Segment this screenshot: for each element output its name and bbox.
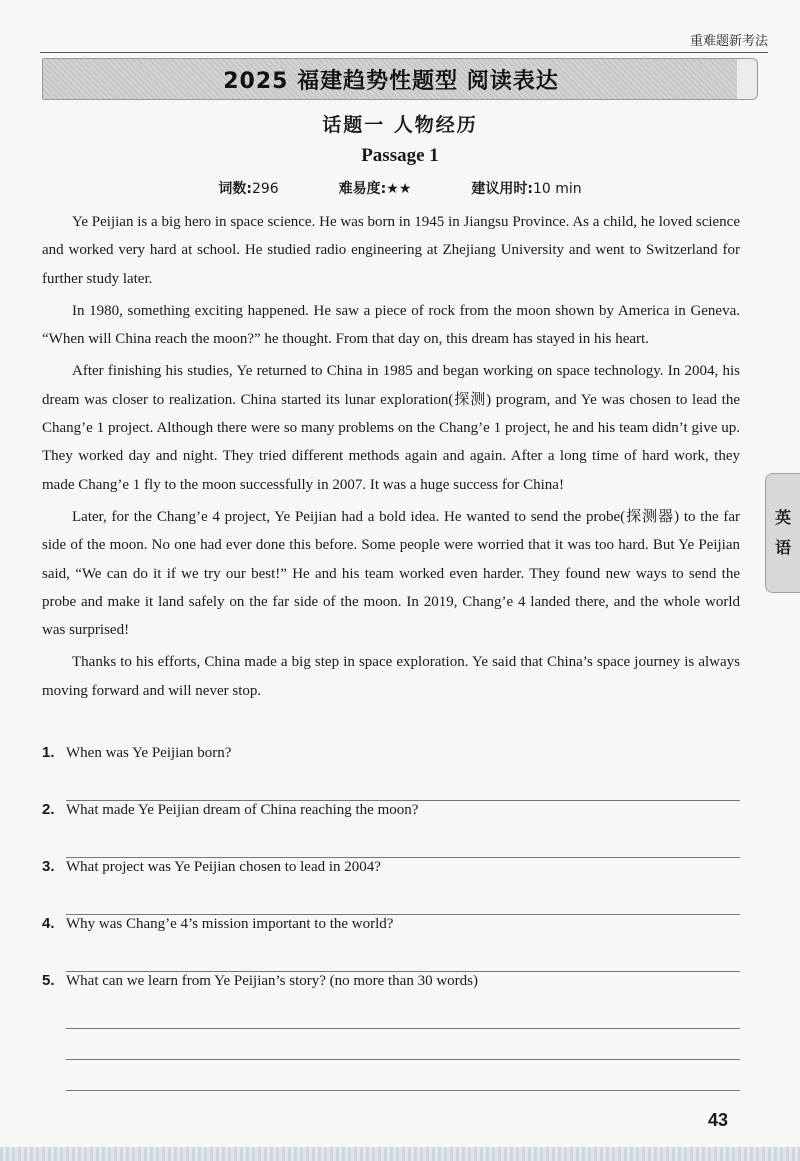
question-number: 1.: [42, 744, 55, 761]
answer-line[interactable]: [66, 1029, 740, 1060]
banner-tab: [737, 58, 758, 100]
difficulty: 难易度:★★: [338, 181, 412, 197]
bottom-band: [0, 1147, 800, 1161]
paragraph: Later, for the Chang’e 4 project, Ye Peijian had a bold idea. He wanted to send the probe(探测器) to the far side of the moon. No one had ever done this before. Some people were worried that it was too hard. But Ye Peijian said, “We can do it if we try our best!” He and his team worked even harder. They found new ways to send the probe and make it land safely on the far side of the moon. In 2019, Chang’e 4 landed there, and the whole world was surprised!: [42, 508, 740, 639]
question-text: What made Ye Peijian dream of China reaching the moon?: [66, 802, 419, 818]
suggested-time: 建议用时:10 min: [471, 181, 582, 197]
question-5: [42, 972, 740, 1091]
paragraph: Thanks to his efforts, China made a big step in space exploration. Ye said that China’s space journey is always moving forward and will never stop.: [42, 654, 740, 699]
header-rule: [40, 52, 768, 53]
question-3: [42, 858, 740, 915]
passage-title: Passage 1: [361, 145, 439, 166]
question-number: 4.: [42, 915, 55, 932]
question-1: [42, 744, 740, 801]
answer-line[interactable]: [66, 770, 740, 801]
answer-line[interactable]: [66, 827, 740, 858]
passage-body: [42, 208, 740, 709]
question-2: [42, 801, 740, 858]
answer-line[interactable]: [66, 941, 740, 972]
question-4: [42, 915, 740, 972]
side-tab-char: 英: [774, 508, 791, 527]
subject-side-tab: [765, 473, 800, 593]
answer-line[interactable]: [66, 884, 740, 915]
banner-title: 2025 福建趋势性题型 阅读表达: [223, 68, 559, 94]
paragraph: After finishing his studies, Ye returned to China in 1985 and began working on space technology. In 2004, his dream was closer to realization. China started its lunar exploration(探测) program, and Ye was chosen to lead the Chang’e 1 project. Although there were so many problems on the Chang’e 1 project, he and his team didn’t give up. They worked day and night. They tried different methods again and again. After a long time of hard work, they made Chang’e 1 fly to the moon successfully in 2007. It was a huge success for China!: [42, 363, 740, 493]
question-number: 3.: [42, 858, 55, 875]
question-text: What project was Ye Peijian chosen to lead in 2004?: [66, 859, 381, 875]
side-tab-char: 语: [774, 538, 791, 557]
header-label: 重难题新考法: [689, 34, 768, 49]
question-number: 5.: [42, 972, 55, 989]
topic-title: 话题一 人物经历: [322, 114, 478, 136]
paragraph: Ye Peijian is a big hero in space science. He was born in 1945 in Jiangsu Province. As a child, he loved science and worked very hard at school. He studied radio engineering at Zhejiang University and went to Switzerland for further study later.: [42, 214, 740, 287]
word-count: 词数:296: [218, 181, 279, 197]
question-text: When was Ye Peijian born?: [66, 745, 232, 761]
answer-line[interactable]: [66, 998, 740, 1029]
page-number: 43: [707, 1110, 728, 1130]
passage-meta: [0, 178, 800, 198]
paragraph: In 1980, something exciting happened. He saw a piece of rock from the moon shown by America in Geneva. “When will China reach the moon?” he thought. From that day on, this dream has stayed in his heart.: [42, 302, 740, 348]
section-banner: [42, 58, 740, 100]
question-number: 2.: [42, 801, 55, 818]
question-text: What can we learn from Ye Peijian’s story? (no more than 30 words): [66, 973, 478, 989]
questions: [42, 744, 740, 1091]
answer-line[interactable]: [66, 1060, 740, 1091]
question-text: Why was Chang’e 4’s mission important to the world?: [66, 916, 394, 932]
